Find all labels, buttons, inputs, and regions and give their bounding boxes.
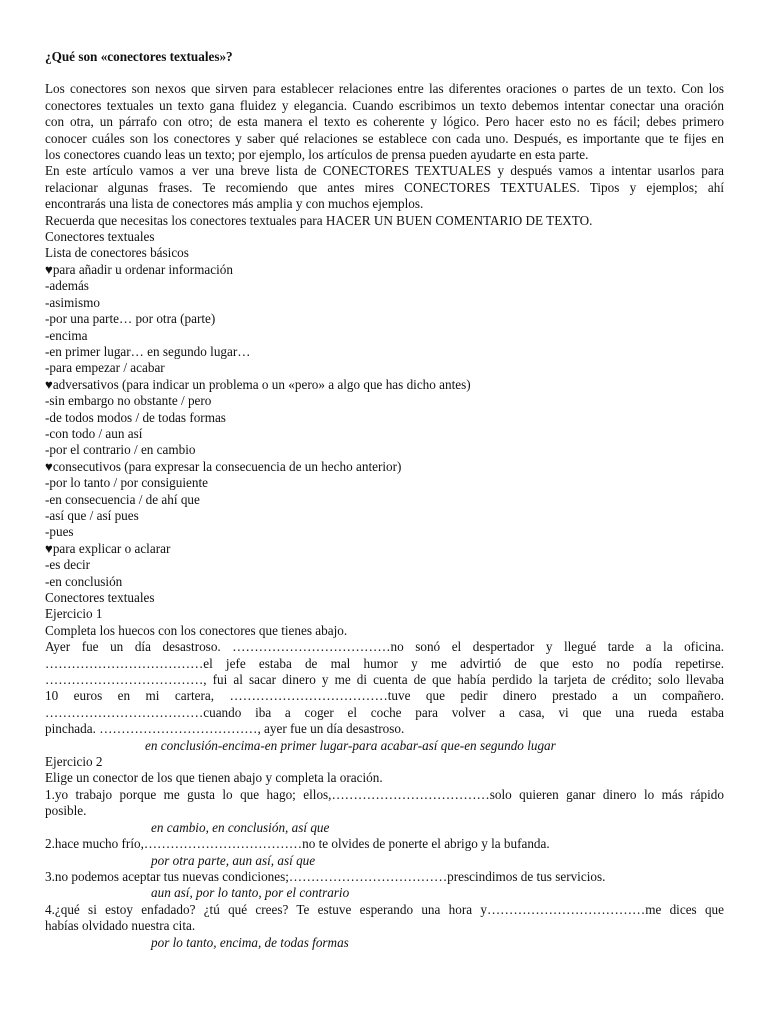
list-heading: Lista de conectores básicos	[45, 245, 189, 261]
list-item: ♥para añadir u ordenar información	[45, 261, 233, 277]
exercise-line: pinchada. ………………………………, ayer fue un día desastroso.	[45, 721, 405, 737]
exercise-line: ………………………………, fui al sacar dinero y me di cuenta de que había perdido la tarjeta de crédito; solo llevaba	[45, 672, 724, 688]
list-item: -en conclusión	[45, 573, 123, 589]
exercise-title: Ejercicio 1	[45, 606, 103, 622]
exercise-instruction: Elige un conector de los que tienen abajo y completa la oración.	[45, 770, 383, 786]
exercise-line: 2.hace mucho frío,………………………………no te olvides de ponerte el abrigo y la bufanda.	[45, 836, 550, 852]
list-item: -sin embargo no obstante / pero	[45, 393, 212, 409]
list-item: ♥adversativos (para indicar un problema o un «pero» a algo que has dicho antes)	[45, 376, 471, 392]
list-item: -en consecuencia / de ahí que	[45, 491, 200, 507]
article-paragraph	[45, 163, 724, 212]
exercise-options: por lo tanto, encima, de todas formas	[151, 934, 349, 950]
article-line: En este artículo vamos a ver una breve lista de CONECTORES TEXTUALES y después vamos a intentar usarlos para	[45, 163, 724, 179]
exercise-1	[45, 606, 724, 754]
intro-line: Los conectores son nexos que sirven para establecer relaciones entre las diferentes oraciones o partes de un texto. Con los	[45, 81, 724, 97]
intro-line: conocer cuáles son los conectores y saber qué relaciones se establece con cada uno. Después, es importante que te fijes en	[45, 130, 724, 146]
section-heading-2: Conectores textuales	[45, 590, 155, 605]
list-item: -asimismo	[45, 294, 100, 310]
section-heading: Conectores textuales	[45, 229, 155, 245]
list-item: -es decir	[45, 557, 91, 573]
exercise-options: en cambio, en conclusión, así que	[151, 819, 330, 835]
page-title: ¿Qué son «conectores textuales»?	[45, 49, 233, 64]
list-item: ♥para explicar o aclarar	[45, 540, 171, 556]
exercise-2	[45, 754, 724, 951]
exercise-line: Ayer fue un día desastroso. ………………………………no sonó el despertador y llegué tarde a la oficina.	[45, 639, 724, 655]
connector-list	[45, 262, 724, 590]
list-item: -para empezar / acabar	[45, 360, 165, 376]
list-item: -de todos modos / de todas formas	[45, 409, 226, 425]
reminder-text: Recuerda que necesitas los conectores textuales para HACER UN BUEN COMENTARIO DE TEXTO.	[45, 212, 593, 228]
exercise-line: habías olvidado nuestra cita.	[45, 918, 196, 934]
exercise-options: aun así, por lo tanto, por el contrario	[151, 885, 350, 901]
intro-line: conectores textuales un texto gana fluidez y elegancia. Cuando escribimos un texto debemos intentar conectar una oración	[45, 97, 724, 113]
exercise-line: 1.yo trabajo porque me gusta lo que hago; ellos,………………………………solo quieren ganar dinero lo más rápido	[45, 786, 724, 802]
exercise-options: por otra parte, aun así, así que	[151, 852, 316, 868]
list-item: -pues	[45, 524, 74, 540]
list-item: ♥consecutivos (para expresar la consecuencia de un hecho anterior)	[45, 458, 402, 474]
list-item: -por el contrario / en cambio	[45, 442, 196, 458]
exercise-line: ………………………………el jefe estaba de mal humor y me advirtió de que esto no podía repetirse.	[45, 655, 724, 671]
exercise-title: Ejercicio 2	[45, 754, 103, 770]
exercise-line: posible.	[45, 803, 87, 819]
intro-paragraph	[45, 81, 724, 163]
exercise-line: ………………………………cuando iba a coger el coche para volver a casa, vi que una rueda estaba	[45, 704, 724, 720]
list-item: -por una parte… por otra (parte)	[45, 311, 216, 327]
exercise-line: 3.no podemos aceptar tus nuevas condiciones;………………………………prescindimos de tus servicios.	[45, 868, 606, 884]
exercise-line: 4.¿qué si estoy enfadado? ¿tú qué crees? Te estuve esperando una hora y………………………………me dices que	[45, 901, 724, 917]
article-line: encontrarás una lista de conectores más amplia y con muchos ejemplos.	[45, 196, 424, 212]
list-item: -en primer lugar… en segundo lugar…	[45, 343, 251, 359]
list-item: -con todo / aun así	[45, 425, 143, 441]
intro-line: los conectores cuando leas un texto; por ejemplo, los artículos de prensa pueden ayudarte en esta parte.	[45, 147, 589, 163]
list-item: -encima	[45, 327, 88, 343]
exercise-instruction: Completa los huecos con los conectores que tienes abajo.	[45, 622, 348, 638]
exercise-line: 10 euros en mi cartera, ………………………………tuve que pedir dinero prestado a un compañero.	[45, 688, 724, 704]
article-line: relacionar algunas frases. Te recomiendo que antes mires CONECTORES TEXTUALES. Tipos y ejemplos; ahí	[45, 179, 724, 195]
exercise-options: en conclusión-encima-en primer lugar-para acabar-así que-en segundo lugar	[145, 737, 556, 753]
intro-line: con otra, un párrafo con otro; de esta manera el texto es coherente y lógico. Pero hacer esto no es fácil; debes primero	[45, 114, 724, 130]
list-item: -además	[45, 278, 89, 294]
list-item: -por lo tanto / por consiguiente	[45, 475, 208, 491]
list-item: -así que / así pues	[45, 507, 139, 523]
